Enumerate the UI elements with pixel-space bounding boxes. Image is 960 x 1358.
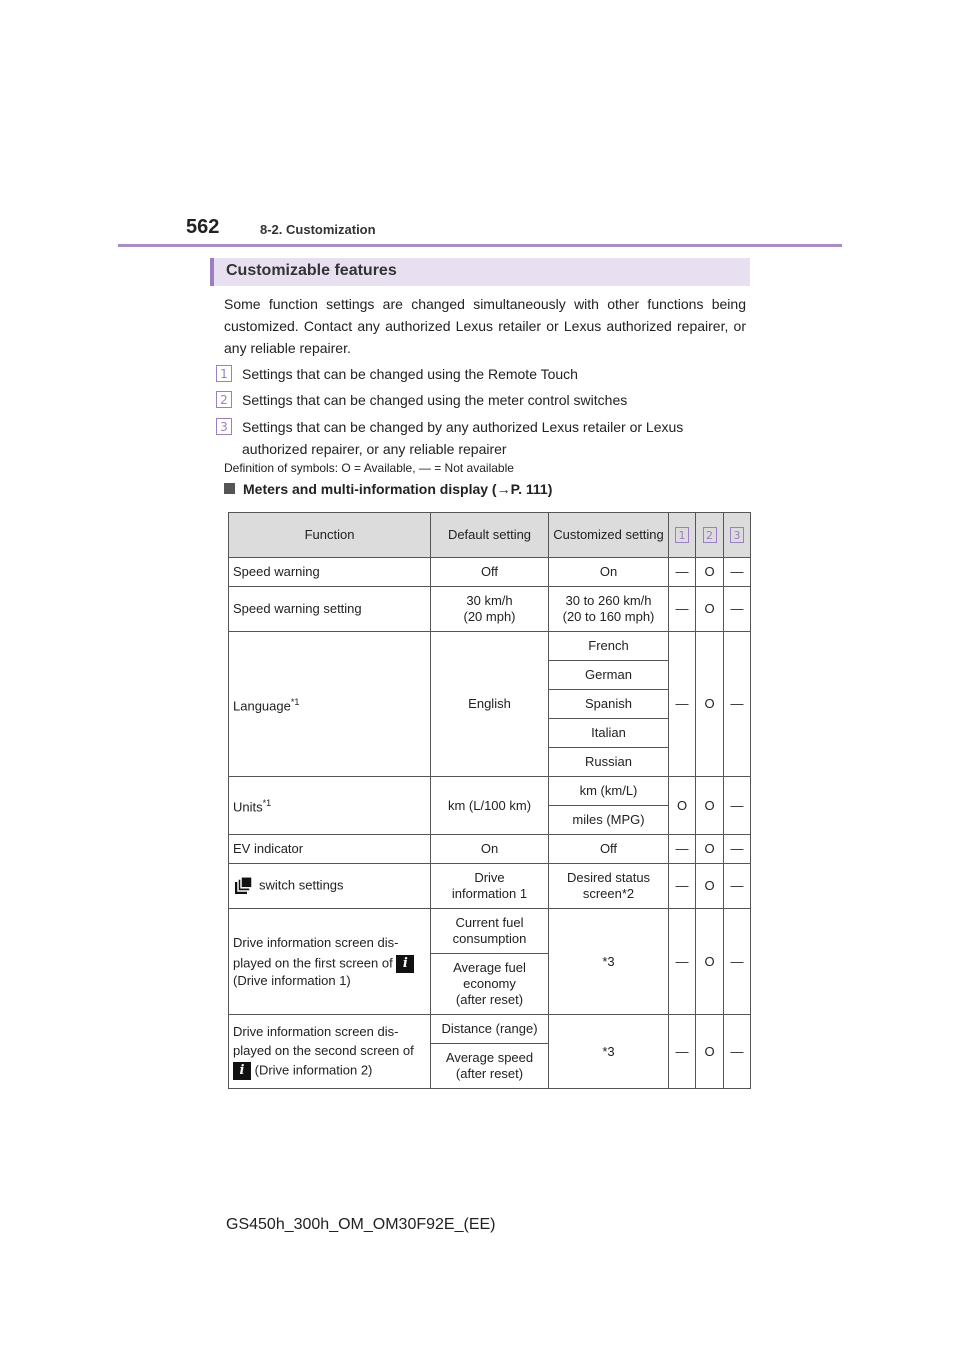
cell-line: played on the second screen of [233,1042,414,1058]
number-badge: 1 [216,365,232,382]
header-function: Function [229,513,431,558]
numbered-item-text: Settings that can be changed using the Remote Touch [242,366,578,382]
cell-option: Russian [549,748,669,777]
cell-line: (20 mph) [463,609,516,624]
header-col-3 [724,513,751,558]
cell-option: Italian [549,719,669,748]
cell-c2: O [696,558,724,587]
cell-function [229,632,431,777]
table-row [229,777,751,806]
header-divider [118,244,842,247]
subheading [224,481,552,497]
cell-c3: — [724,835,751,864]
table-row [229,558,751,587]
subheading-text: Meters and multi-information display (→P. 111) [243,481,553,497]
cell-default [431,587,549,632]
cell-c1: — [669,909,696,1015]
number-badge: 2 [216,391,232,408]
cell-function: EV indicator [229,835,431,864]
cell-c1: — [669,864,696,909]
cell-c2: O [696,587,724,632]
table-header-row [229,513,751,558]
info-icon: i [396,955,414,973]
chapter-title: 8-2. Customization [260,222,376,237]
cell-line: 30 to 260 km/h [565,593,652,608]
table-row [229,909,751,954]
cell-c2: O [696,835,724,864]
number-badge: 2 [703,527,717,543]
cell-function: Speed warning setting [229,587,431,632]
cell-line: consumption [452,931,527,946]
cell-default: km (L/100 km) [431,777,549,835]
cell-line [233,955,426,973]
cell-c2: O [696,632,724,777]
header-col-2 [696,513,724,558]
page-number: 562 [186,216,220,238]
cell-c2: O [696,909,724,1015]
cell-option: German [549,661,669,690]
cell-default: English [431,632,549,777]
cell-c3: — [724,777,751,835]
section-title: Customizable features [226,262,397,279]
cell-line: Drive [474,870,505,885]
number-badge: 1 [675,527,689,543]
cell-option [431,909,549,954]
display-switch-icon [233,876,253,896]
numbered-item-text: Settings that can be changed using the meter control switches [242,392,628,408]
cell-text: played on the first screen of [233,954,393,970]
intro-paragraph: Some function settings are changed simultaneously with other functions being customized. Contact any authorized Lexus retailer or Lexus authorized repairer, or any reliable repairer. [224,296,746,356]
cell-function [229,777,431,835]
footnote-mark: *1 [290,696,300,707]
cell-function [229,864,431,909]
cell-function [229,1015,431,1089]
numbered-item-text: Settings that can be changed by any authorized Lexus retailer or Lexus authorized repairer, or any reliable repairer [242,419,684,457]
cell-c1: — [669,1015,696,1089]
cell-default: Off [431,558,549,587]
cell-option [431,1044,549,1089]
cell-function [229,909,431,1015]
cell-text: Units [233,799,263,815]
number-badge: 3 [730,527,744,543]
header-col-1 [669,513,696,558]
number-badge: 3 [216,418,232,435]
cell-c1: — [669,558,696,587]
cell-customized: *3 [549,909,669,1015]
cell-c3: — [724,632,751,777]
cell-line: 30 km/h [466,593,513,608]
cell-option: km (km/L) [549,777,669,806]
cell-c2: O [696,1015,724,1089]
section-header [210,258,750,286]
table-row [229,632,751,661]
cell-c2: O [696,864,724,909]
cell-text: (Drive information 2) [254,1061,373,1077]
cell-option: French [549,632,669,661]
cell-line: Current fuel [455,915,524,930]
cell-c1: — [669,632,696,777]
cell-c3: — [724,587,751,632]
cell-line: Average speed [445,1050,534,1065]
cell-default [431,864,549,909]
cell-option: Distance (range) [431,1015,549,1044]
table-row [229,1015,751,1044]
cell-option: miles (MPG) [549,806,669,835]
document-footer: GS450h_300h_OM_OM30F92E_(EE) [226,1216,496,1233]
footnote-mark: *1 [262,798,272,809]
cell-customized: Off [549,835,669,864]
cell-c3: — [724,558,751,587]
table-row [229,864,751,909]
square-bullet-icon [224,483,235,494]
cell-c1: — [669,835,696,864]
cell-c3: — [724,864,751,909]
cell-customized [549,864,669,909]
cell-function: Speed warning [229,558,431,587]
cell-option: Spanish [549,690,669,719]
info-icon: i [233,1062,251,1080]
table-row [229,835,751,864]
cell-text: switch settings [259,877,344,893]
header-default: Default setting [431,513,549,558]
cell-customized [549,587,669,632]
symbol-definition: Definition of symbols: O = Available, — = Not available [224,461,514,475]
cell-line: Drive information screen dis- [233,1023,399,1039]
cell-line: Average fuel [453,960,526,975]
cell-line: Drive information screen dis- [233,934,399,950]
cell-text: Language [233,698,291,714]
table-row [229,587,751,632]
cell-c3: — [724,909,751,1015]
customization-table [228,512,751,1089]
cell-line: (after reset) [455,1066,524,1081]
cell-default: On [431,835,549,864]
cell-c2: O [696,777,724,835]
cell-option [431,954,549,1015]
cell-line: Desired status [566,870,651,885]
cell-c1: O [669,777,696,835]
cell-line: (20 to 160 mph) [562,609,655,624]
cell-line: screen*2 [582,886,635,901]
cell-line [233,1062,426,1080]
cell-c3: — [724,1015,751,1089]
cell-line: (Drive information 1) [233,972,351,988]
cell-customized: On [549,558,669,587]
cell-line: (after reset) [455,992,524,1007]
cell-line: information 1 [451,886,528,901]
header-customized: Customized setting [549,513,669,558]
cell-c1: — [669,587,696,632]
cell-line: economy [463,976,516,991]
cell-customized: *3 [549,1015,669,1089]
